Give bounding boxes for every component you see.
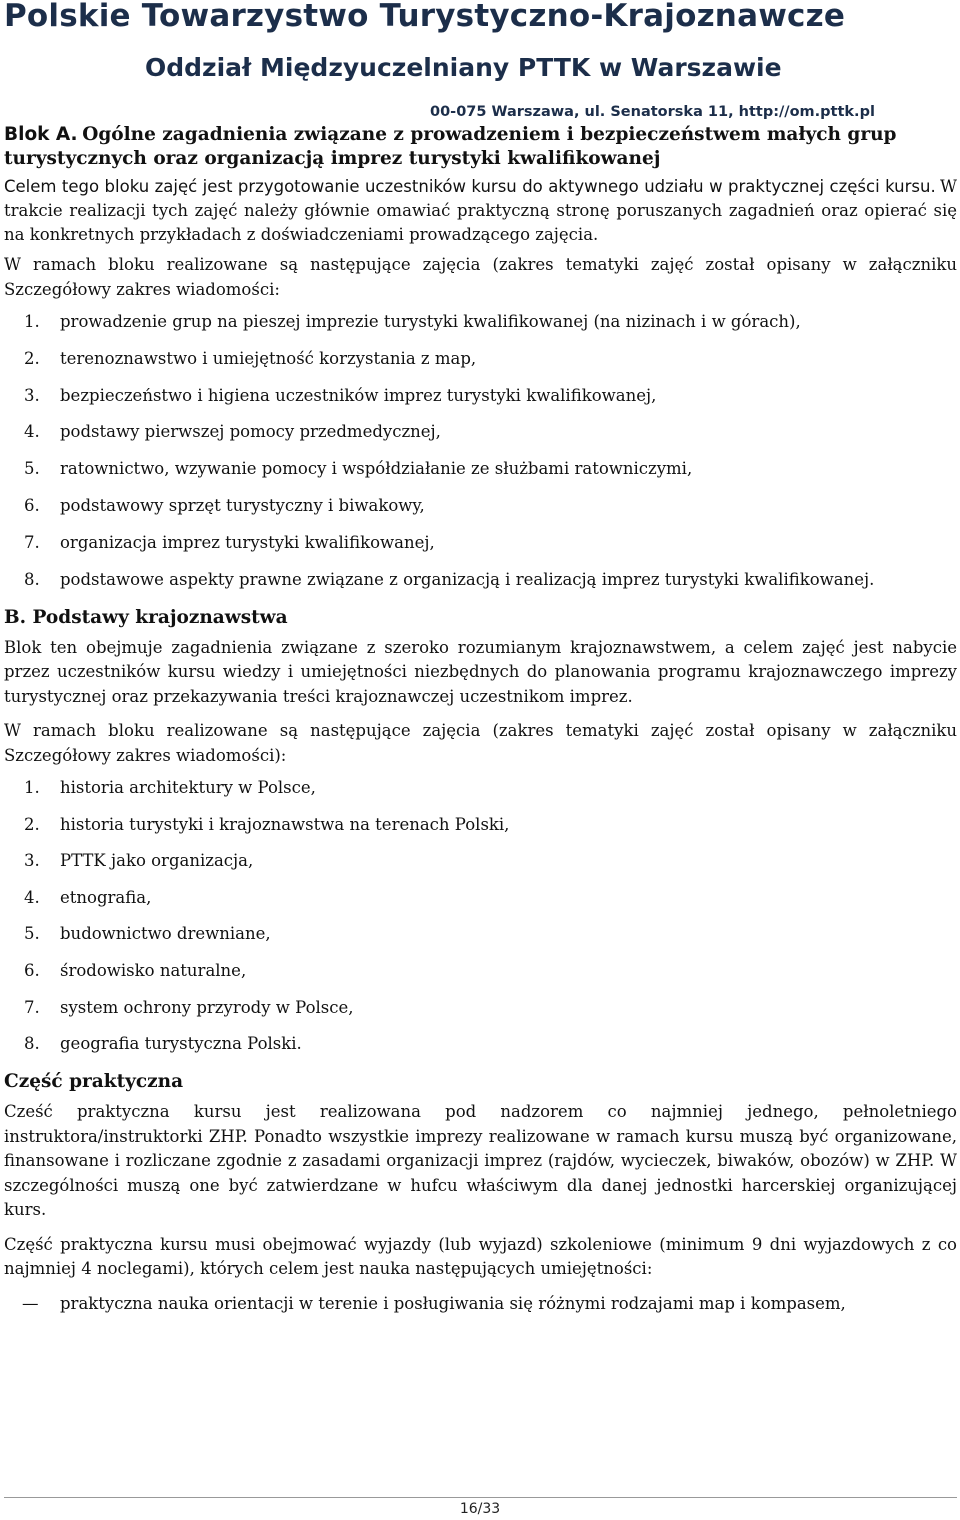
dash-bullet: — [22, 1293, 39, 1313]
footer-divider [4, 1497, 957, 1498]
blok-a-label: Blok A. [4, 124, 78, 145]
list-item [4, 384, 957, 408]
blok-b-topics-list [4, 776, 957, 1056]
list-item-text: organizacja imprez turystyki kwalifikowanej, [60, 532, 435, 552]
practical-paragraph-2: Część praktyczna kursu musi obejmować wyjazdy (lub wyjazd) szkoleniowe (minimum 9 dni wyjazdowych z co najmniej 4 noclegami), których celem jest nauka następujących umiejętności: [4, 1234, 957, 1279]
blok-a-title: Ogólne zagadnienia związane z prowadzeniem i bezpieczeństwem małych grup turystycznych oraz organizacją imprez turystyki kwalifikowanej [4, 124, 897, 169]
list-item [4, 1292, 957, 1316]
main-content [4, 123, 957, 1316]
list-item [4, 922, 957, 946]
practical-skills-list [4, 1292, 957, 1316]
list-item [4, 457, 957, 481]
list-item-text: historia architektury w Polsce, [60, 778, 316, 798]
department-name: Oddział Międzyuczelniany PTTK w Warszawie [145, 53, 782, 82]
list-item [4, 420, 957, 444]
list-item [4, 1032, 957, 1056]
organization-name: Polskie Towarzystwo Turystyczno-Krajoznawcze [4, 0, 846, 34]
list-item [4, 959, 957, 983]
list-item-text: terenoznawstwo i umiejętność korzystania z map, [60, 348, 477, 368]
list-item-number: 7. [24, 532, 40, 552]
list-item-number: 3. [24, 385, 40, 405]
list-item [4, 813, 957, 837]
practical-heading: Część praktyczna [4, 1071, 184, 1093]
list-item-number: 8. [24, 1034, 40, 1054]
list-item-text: bezpieczeństwo i higiena uczestników imprez turystyki kwalifikowanej, [60, 385, 657, 405]
list-item-number: 4. [24, 887, 40, 907]
list-item-number: 6. [24, 961, 40, 981]
list-item-number: 5. [24, 459, 40, 479]
list-item [4, 886, 957, 910]
list-item-text: etnografia, [60, 887, 152, 907]
list-item-text: podstawowy sprzęt turystyczny i biwakowy, [60, 495, 425, 515]
list-item-text: PTTK jako organizacja, [60, 851, 254, 871]
list-item [4, 531, 957, 555]
list-item-text: praktyczna nauka orientacji w terenie i posługiwania się różnymi rodzajami map i kompasem, [60, 1293, 846, 1313]
address-line: 00-075 Warszawa, ul. Senatorska 11, http://om.pttk.pl [430, 104, 875, 120]
list-item-number: 3. [24, 851, 40, 871]
blok-a-intro [4, 175, 957, 247]
list-item [4, 996, 957, 1020]
blok-a-list-intro: W ramach bloku realizowane są następujące zajęcia (zakres tematyki zajęć został opisany w załączniku Szczegółowy zakres wiadomości: [4, 255, 957, 299]
practical-paragraph-1: Cześć praktyczna kursu jest realizowana pod nadzorem co najmniej jednego, pełnoletniego instruktora/instruktorki ZHP. Ponadto wszystkie imprezy realizowane w ramach kursu muszą być organizowane, finansowane i rozliczane zgodnie z zasadami organizacji imprez (rajdów, wycieczek, biwaków, obozów) w ZHP. W szczególności muszą one być zatwierdzane w hufcu właściwym dla danej jednostki harcerskiej organizującej kurs. [4, 1102, 957, 1220]
blok-b-paragraph: Blok ten obejmuje zagadnienia związane z szeroko rozumianym krajoznawstwem, a celem zajęć jest nabycie przez uczestników kursu wiedzy i umiejętności niezbędnych do planowania programu krajoznawczego imprezy turystycznej oraz przekazywania treści krajoznawczej uczestnikom imprez. [4, 637, 957, 706]
list-item-text: podstawowe aspekty prawne związane z organizacją i realizacją imprez turystyki kwalifikowanej. [60, 569, 875, 589]
list-item-text: budownictwo drewniane, [60, 924, 271, 944]
list-item-number: 5. [24, 924, 40, 944]
list-item [4, 347, 957, 371]
list-item-text: geografia turystyczna Polski. [60, 1034, 302, 1054]
list-item-number: 7. [24, 997, 40, 1017]
blok-a-topics-list [4, 310, 957, 592]
list-item-number: 1. [24, 312, 40, 331]
list-item [4, 849, 957, 873]
list-item [4, 568, 957, 592]
list-item-number: 8. [24, 569, 40, 589]
list-item-text: środowisko naturalne, [60, 961, 247, 981]
list-item-number: 4. [24, 422, 40, 442]
page-number: 16/33 [459, 1501, 501, 1517]
list-item [4, 494, 957, 518]
blok-b-list-intro: W ramach bloku realizowane są następujące zajęcia (zakres tematyki zajęć został opisany w załączniku Szczegółowy zakres wiadomości): [4, 721, 957, 765]
list-item-text: system ochrony przyrody w Polsce, [60, 997, 354, 1017]
list-item-number: 6. [24, 495, 40, 515]
list-item-text: ratownictwo, wzywanie pomocy i współdziałanie ze służbami ratowniczymi, [60, 459, 693, 479]
list-item-text: podstawy pierwszej pomocy przedmedycznej, [60, 422, 441, 442]
list-item-number: 1. [24, 778, 40, 798]
blok-a-heading [4, 123, 957, 171]
list-item-number: 2. [24, 814, 40, 834]
list-item-text: prowadzenie grup na pieszej imprezie turystyki kwalifikowanej (na nizinach i w górach), [60, 312, 801, 331]
blok-a-intro-part1: Celem tego bloku zajęć jest przygotowanie uczestników kursu do aktywnego udziału w praktycznej części kursu. [4, 177, 936, 196]
list-item-text: historia turystyki i krajoznawstwa na terenach Polski, [60, 814, 510, 834]
list-item [4, 310, 957, 334]
blok-a-intro-part2: W trakcie realizacji tych zajęć należy głównie omawiać praktyczną stronę poruszanych zagadnień oraz opierać się na konkretnych przykładach z doświadczeniami prowadzącego zajęcia. [4, 177, 958, 244]
list-item-number: 2. [24, 348, 40, 368]
blok-b-heading: B. Podstawy krajoznawstwa [4, 606, 288, 628]
list-item [4, 776, 957, 800]
